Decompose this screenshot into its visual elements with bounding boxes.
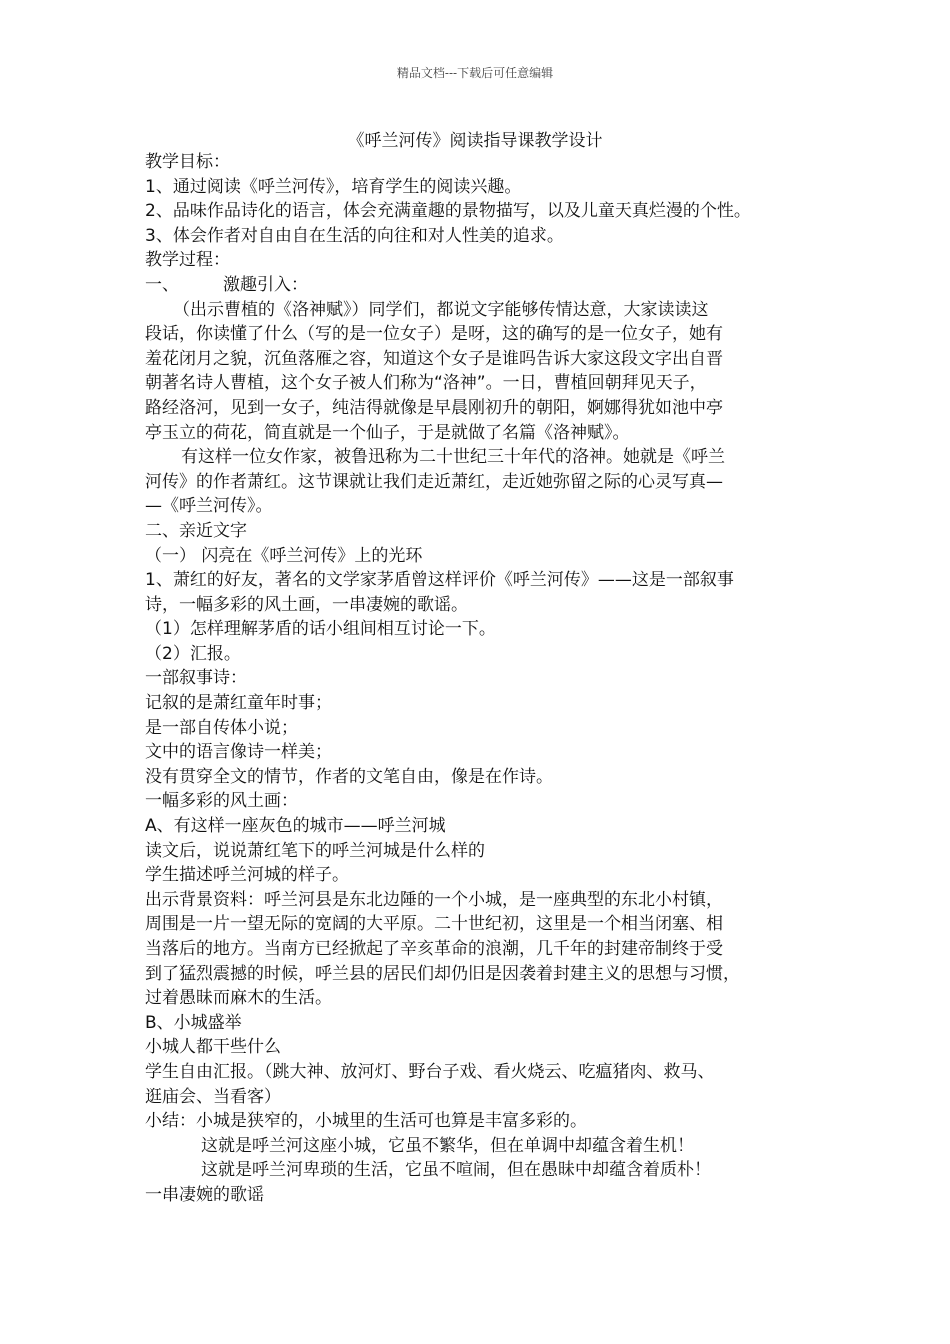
body-line: 路经洛河，见到一女子，纯洁得就像是早晨刚初升的朝阳，婀娜得犹如池中亭 — [145, 397, 723, 418]
body-line: 河传》的作者萧红。这节课就让我们走近萧红，走近她弥留之际的心灵写真— — [145, 471, 723, 492]
body-line: 有这样一位女作家，被鲁迅称为二十世纪三十年代的洛神。她就是《呼兰 — [181, 447, 725, 468]
body-line: —《呼兰河传》。 — [145, 496, 273, 517]
body-line: 当落后的地方。当南方已经掀起了辛亥革命的浪潮，几千年的封建帝制终于受 — [145, 939, 723, 959]
body-line: 没有贯穿全文的情节，作者的文笔自由，像是在作诗。 — [145, 766, 553, 787]
section-heading — [145, 273, 825, 298]
body-line: 亭玉立的荷花，简直就是一个仙子，于是就做了名篇《洛神赋》。 — [145, 422, 630, 443]
body-line: 二、亲近文字 — [145, 520, 247, 541]
body-line: B、小城盛举 — [145, 1012, 242, 1033]
body-line: （出示曹植的《洛神赋》）同学们，都说文字能够传情达意，大家读读这 — [173, 299, 709, 320]
body-line: 是一部自传体小说； — [145, 717, 298, 738]
body-line: 周围是一片一望无际的宽阔的大平原。二十世纪初，这里是一个相当闭塞、相 — [145, 914, 723, 935]
document-body — [145, 150, 825, 1208]
body-line: 一串凄婉的歌谣 — [145, 1184, 264, 1205]
body-line: 文中的语言像诗一样美； — [145, 742, 332, 763]
body-line: 一部叙事诗： — [145, 668, 247, 689]
body-line: 这就是呼兰河这座小城，它虽不繁华，但在单调中却蕴含着生机！ — [201, 1135, 694, 1156]
body-line: 逛庙会、当看客） — [145, 1086, 281, 1107]
body-line: 过着愚昧而麻木的生活。 — [145, 988, 332, 1009]
body-line: A、有这样一座灰色的城市——呼兰河城 — [145, 816, 446, 837]
body-line: （一） 闪亮在《呼兰河传》上的光环 — [145, 545, 423, 566]
section-number: 一、 — [145, 274, 179, 295]
body-line: 教学过程： — [145, 250, 230, 271]
page-header: 精品文档---下载后可任意编辑 — [396, 66, 554, 80]
body-line: （2）汇报。 — [145, 643, 241, 664]
body-line: 读文后，说说萧红笔下的呼兰河城是什么样的 — [145, 840, 485, 861]
body-line: 2、品味作品诗化的语言，体会充满童趣的景物描写，以及儿童天真烂漫的个性。 — [145, 201, 751, 222]
body-line: 1、通过阅读《呼兰河传》，培育学生的阅读兴趣。 — [145, 176, 522, 197]
body-line: 教学目标： — [145, 152, 230, 172]
body-line: 3、体会作者对自由自在生活的向往和对人性美的追求。 — [145, 225, 564, 246]
body-line: 羞花闭月之貌，沉鱼落雁之容，知道这个女子是谁吗告诉大家这段文字出自晋 — [145, 348, 723, 369]
body-line: 1、萧红的好友，著名的文学家茅盾曾这样评价《呼兰河传》——这是一部叙事 — [145, 570, 734, 591]
body-line: 一幅多彩的风土画： — [145, 791, 298, 812]
body-line: 学生描述呼兰河城的样子。 — [145, 865, 349, 886]
body-line: 学生自由汇报。（跳大神、放河灯、野台子戏、看火烧云、吃瘟猪肉、救马、 — [145, 1061, 715, 1082]
body-line: 小城人都干些什么 — [145, 1037, 281, 1058]
body-line: 小结：小城是狭窄的，小城里的生活可也算是丰富多彩的。 — [145, 1111, 587, 1132]
section-label: 激趣引入： — [223, 274, 308, 295]
body-line: 段话，你读懂了什么（写的是一位女子）是呀，这的确写的是一位女子，她有 — [145, 324, 723, 345]
body-line: 诗，一幅多彩的风土画，一串凄婉的歌谣。 — [145, 594, 468, 615]
body-line: 这就是呼兰河卑琐的生活，它虽不喧闹，但在愚昧中却蕴含着质朴！ — [201, 1160, 711, 1181]
body-line: （1）怎样理解茅盾的话小组间相互讨论一下。 — [145, 619, 496, 640]
body-line: 朝著名诗人曹植，这个女子被人们称为“洛神”。一日，曹植回朝拜见天子， — [145, 373, 707, 394]
document-title: 《呼兰河传》阅读指导课教学设计 — [347, 131, 603, 151]
body-line: 到了猛烈震撼的时候，呼兰县的居民们却仍旧是因袭着封建主义的思想与习惯， — [145, 963, 740, 984]
body-line: 记叙的是萧红童年时事； — [145, 693, 332, 714]
body-line: 出示背景资料：呼兰河县是东北边陲的一个小城，是一座典型的东北小村镇， — [145, 889, 723, 910]
